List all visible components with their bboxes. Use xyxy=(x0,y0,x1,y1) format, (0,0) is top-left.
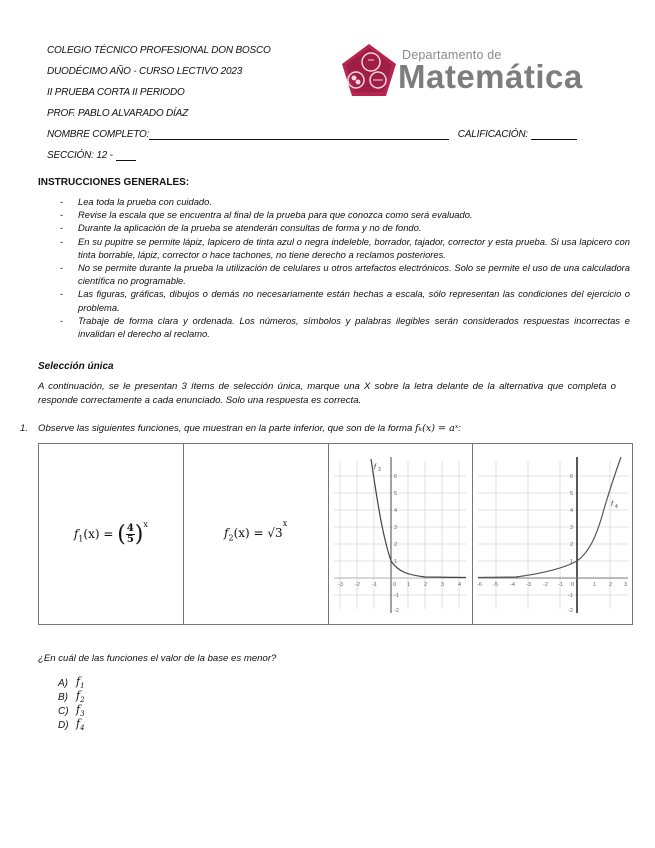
exam-title: II PRUEBA CORTA II PERIODO xyxy=(47,87,185,98)
instruction-item: - Trabaje de forma clara y ordenada. Los números, símbolos y palabras ilegibles serán considerados respuestas incorrectas e invalidan el derecho al reclamo. xyxy=(60,314,630,340)
option-c[interactable]: C) $f_3$ xyxy=(58,703,85,719)
course-line: DUODÉCIMO AÑO - CURSO LECTIVO 2023 xyxy=(47,66,243,77)
instruction-item: - Las figuras, gráficas, dibujos o demás no necesariamente están hechas a escala, sólo representan las condiciones del ejercicio o problema. xyxy=(60,287,630,313)
cell-graph-f3 xyxy=(329,444,474,624)
svg-text:4: 4 xyxy=(458,582,462,588)
instruction-item: - Lea toda la prueba con cuidado. xyxy=(60,195,630,208)
functions-table xyxy=(38,443,633,625)
svg-text:-3: -3 xyxy=(338,582,344,588)
svg-text:0: 0 xyxy=(393,582,397,588)
pentagon-logo-icon xyxy=(340,42,398,98)
option-a[interactable]: A) $f_1$ xyxy=(58,675,85,691)
teacher-name: PROF. PABLO ALVARADO DÍAZ xyxy=(47,108,188,119)
cell-f1 xyxy=(39,444,184,624)
logo-subtitle: Departamento de xyxy=(402,48,502,62)
svg-text:2: 2 xyxy=(394,542,398,548)
question-prompt: ¿En cuál de las funciones el valor de la base es menor? xyxy=(38,653,277,664)
svg-text:-1: -1 xyxy=(567,593,573,599)
grade-field[interactable] xyxy=(531,129,577,140)
instruction-item: - No se permite durante la prueba la utilización de celulares u otros artefactos electrónicos. Solo se permite el uso de una calculadora científica no programable. xyxy=(60,261,630,287)
svg-text:1: 1 xyxy=(592,582,596,588)
svg-text:1: 1 xyxy=(394,559,398,565)
question-statement: Observe las siguientes funciones, que muestran en la parte inferior, que son de la forma fₖ(x) = aˣ: xyxy=(38,423,461,434)
svg-text:1: 1 xyxy=(407,582,411,588)
selection-intro: A continuación, se le presentan 3 ítems de selección única, marque una X sobre la letra delante de la alternativa que completa o responde correctamente a cada enunciado. Solo una respuesta es correcta. xyxy=(38,381,616,406)
svg-text:-1: -1 xyxy=(557,582,563,588)
formula-f2: $f_2(x) = √3^x$ xyxy=(224,519,288,543)
svg-text:4: 4 xyxy=(614,504,618,510)
svg-text:3: 3 xyxy=(441,582,445,588)
svg-text:-5: -5 xyxy=(492,582,498,588)
cell-f2 xyxy=(184,444,329,624)
name-row xyxy=(47,129,587,140)
svg-text:4: 4 xyxy=(394,508,398,514)
section-field[interactable] xyxy=(116,150,136,161)
option-d[interactable]: D) $f_4$ xyxy=(58,717,85,733)
instructions-list xyxy=(60,195,630,340)
svg-text:3: 3 xyxy=(378,467,382,473)
instruction-item: - Durante la aplicación de la prueba se atenderán consultas de forma y no de fondo. xyxy=(60,221,630,234)
svg-text:1: 1 xyxy=(569,559,573,565)
name-field[interactable] xyxy=(149,129,449,140)
svg-text:-1: -1 xyxy=(372,582,378,588)
graph-f4-label: f xyxy=(610,501,613,508)
svg-text:-2: -2 xyxy=(567,608,573,614)
graph-f3 xyxy=(332,449,468,619)
selection-title: Selección única xyxy=(38,361,114,372)
svg-text:6: 6 xyxy=(394,474,398,480)
logo-title: Matemática xyxy=(398,58,583,95)
svg-text:-4: -4 xyxy=(509,582,515,588)
answer-options xyxy=(58,676,85,732)
svg-text:-2: -2 xyxy=(542,582,548,588)
function-form: fₖ(x) = aˣ xyxy=(415,423,459,434)
svg-text:5: 5 xyxy=(569,491,573,497)
graph-f3-label: f xyxy=(374,464,377,471)
svg-text:3: 3 xyxy=(394,525,398,531)
instruction-item: - Revise la escala que se encuentra al final de la prueba para que conozca como será evaluado. xyxy=(60,208,630,221)
question-number: 1. xyxy=(20,423,29,434)
section-label: SECCIÓN: 12 - xyxy=(47,150,113,161)
school-name: COLEGIO TÉCNICO PROFESIONAL DON BOSCO xyxy=(47,45,271,56)
svg-text:3: 3 xyxy=(623,582,627,588)
formula-f1: $f_1(x)$ = ( $\frac{4}{5}$ )$^x$ xyxy=(73,519,148,547)
svg-text:-2: -2 xyxy=(394,608,400,614)
svg-text:6: 6 xyxy=(569,474,573,480)
graph-f4 xyxy=(476,449,630,619)
svg-text:0: 0 xyxy=(570,582,574,588)
svg-text:-1: -1 xyxy=(394,593,400,599)
svg-text:3: 3 xyxy=(569,525,573,531)
cell-graph-f4 xyxy=(473,444,632,624)
svg-text:-2: -2 xyxy=(355,582,361,588)
svg-text:5: 5 xyxy=(394,491,398,497)
option-b[interactable]: B) $f_2$ xyxy=(58,689,85,705)
svg-text:2: 2 xyxy=(569,542,573,548)
svg-text:-6: -6 xyxy=(476,582,482,588)
name-label: NOMBRE COMPLETO: xyxy=(47,129,150,140)
instruction-item: - En su pupitre se permite lápiz, lapicero de tinta azul o negra indeleble, borrador, tajador, corrector y esta prueba. Si usa lapicero con tinta borrable, lápiz, corrector o hace tachones, no tiene derecho a reclamos posteriores. xyxy=(60,235,630,261)
svg-text:-3: -3 xyxy=(525,582,531,588)
svg-text:4: 4 xyxy=(569,508,573,514)
svg-text:2: 2 xyxy=(424,582,428,588)
grade-label: CALIFICACIÓN: xyxy=(457,129,528,140)
department-logo xyxy=(340,42,610,100)
svg-text:2: 2 xyxy=(608,582,612,588)
instructions-title: INSTRUCCIONES GENERALES: xyxy=(38,177,190,188)
section-row xyxy=(47,150,136,161)
